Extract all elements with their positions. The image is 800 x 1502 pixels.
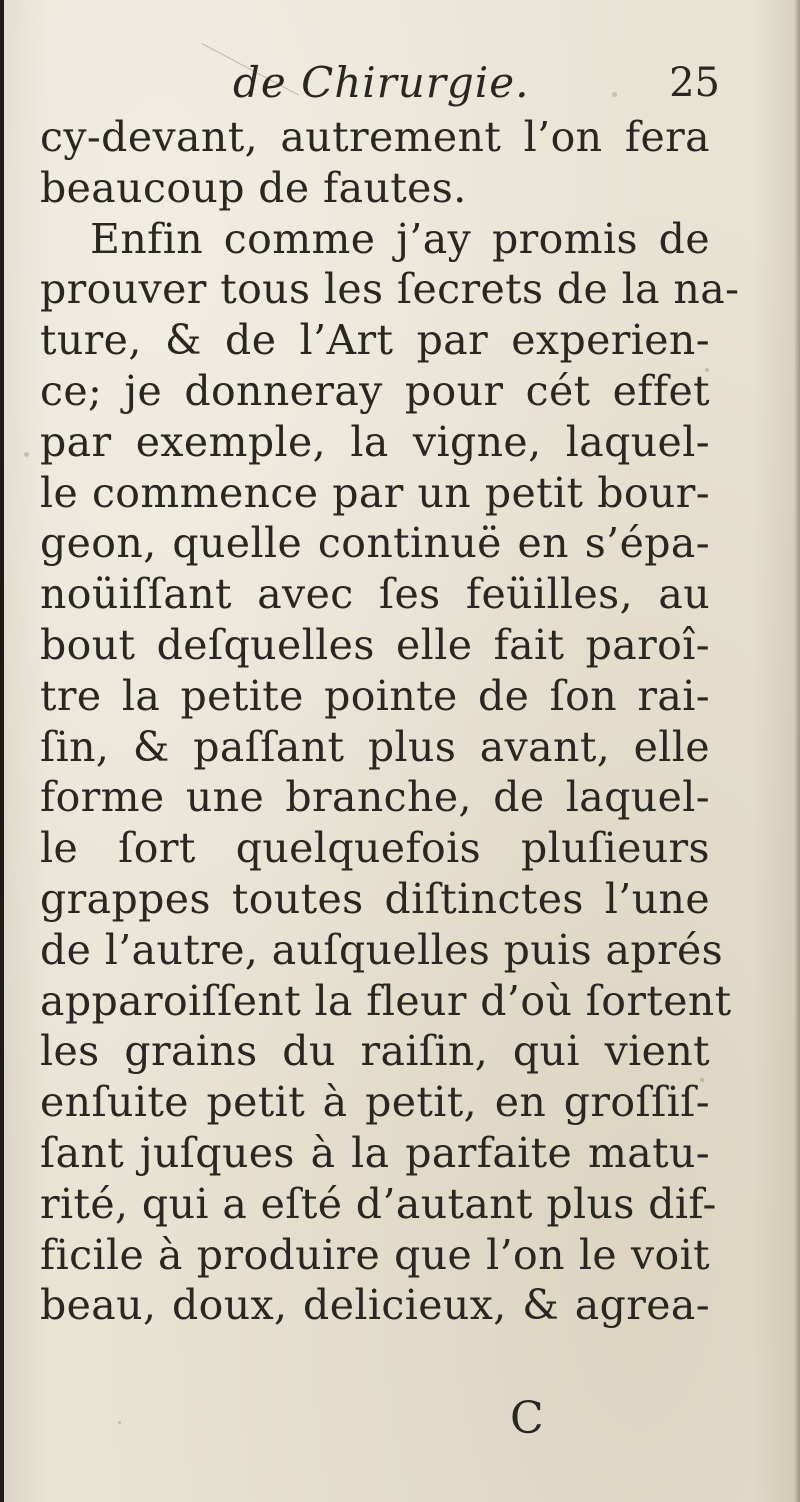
text-line: rité, qui a eſté d’autant plus dif- xyxy=(40,1179,717,1228)
text-line: le ſort quelquefois pluſieurs xyxy=(40,824,710,873)
text-line: geon, quelle continuë en s’épa- xyxy=(40,519,710,568)
text-line: Enfin comme j’ay promis de xyxy=(90,214,710,263)
text-line: les grains du raiſin, qui vient xyxy=(40,1027,710,1076)
text-line: apparoiſſent la fleur d’où ſortent xyxy=(40,976,732,1025)
page-header xyxy=(40,58,720,118)
text-line: tre la petite pointe de ſon rai- xyxy=(40,671,710,720)
text-line: enſuite petit à petit, en groſſiſ- xyxy=(40,1078,710,1127)
text-line: ficile à produire que l’on le voit xyxy=(40,1230,710,1279)
paper-speck xyxy=(24,452,29,457)
page-number: 25 xyxy=(669,60,720,106)
running-title: de Chirurgie. xyxy=(233,58,530,107)
text-line: beaucoup de fautes. xyxy=(40,163,467,212)
text-line: ſin, & paſſant plus avant, elle xyxy=(40,722,710,771)
text-line: noüiſſant avec ſes feüilles, au xyxy=(40,570,710,619)
text-line: prouver tous les ſecrets de la na- xyxy=(40,265,740,314)
text-line: grappes toutes diſtinctes l’une xyxy=(40,874,710,923)
text-line: de l’autre, auſquelles puis aprés xyxy=(40,925,724,974)
text-line: ture, & de l’Art par experien- xyxy=(40,316,710,365)
paper-speck xyxy=(118,1421,121,1424)
text-line: le commence par un petit bour- xyxy=(40,468,710,517)
text-line: beau, doux, delicieux, & agrea- xyxy=(40,1281,710,1330)
text-line: ce; je donneray pour cét effet xyxy=(40,366,710,415)
text-line: bout deſquelles elle fait paroî- xyxy=(40,620,710,669)
text-line: ſant juſques à la parfaite matu- xyxy=(40,1128,710,1177)
text-line: forme une branche, de laquel- xyxy=(40,773,710,822)
body-text xyxy=(40,112,740,1331)
page-left-edge xyxy=(0,0,4,1502)
page-right-edge xyxy=(794,0,800,1502)
signature-mark: C xyxy=(510,1393,544,1444)
text-line: par exemple, la vigne, laquel- xyxy=(40,417,710,466)
text-line: cy-devant, autrement l’on fera xyxy=(40,113,710,161)
